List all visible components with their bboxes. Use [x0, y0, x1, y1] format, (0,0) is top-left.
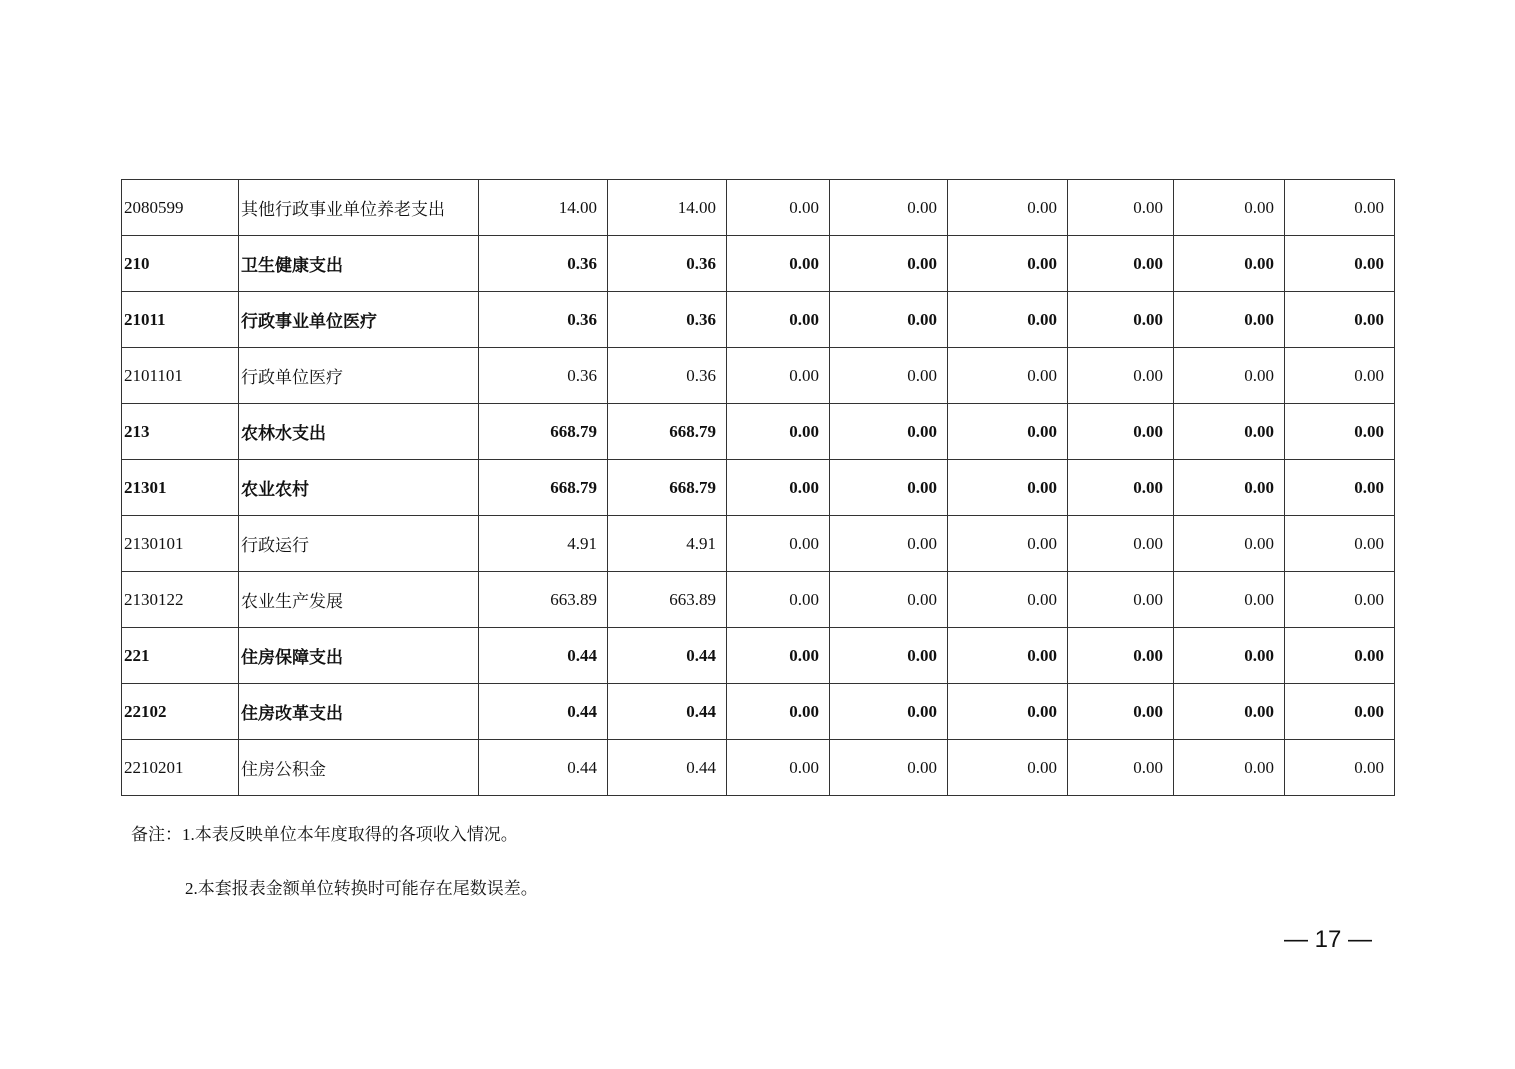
cell-col6: 0.00 [830, 292, 948, 348]
cell-col10: 0.00 [1285, 628, 1395, 684]
cell-code: 213 [122, 404, 239, 460]
cell-col7: 0.00 [948, 516, 1068, 572]
cell-col9: 0.00 [1174, 292, 1285, 348]
cell-col6: 0.00 [830, 516, 948, 572]
cell-col9: 0.00 [1174, 516, 1285, 572]
cell-fiscal: 4.91 [608, 516, 727, 572]
cell-col5: 0.00 [727, 180, 830, 236]
cell-col6: 0.00 [830, 404, 948, 460]
cell-col5: 0.00 [727, 516, 830, 572]
cell-fiscal: 668.79 [608, 404, 727, 460]
cell-col8: 0.00 [1068, 404, 1174, 460]
cell-col9: 0.00 [1174, 572, 1285, 628]
cell-code: 21301 [122, 460, 239, 516]
cell-name: 住房公积金 [239, 740, 479, 796]
cell-total: 0.44 [479, 684, 608, 740]
table-row [122, 460, 1395, 516]
cell-col6: 0.00 [830, 180, 948, 236]
cell-col10: 0.00 [1285, 236, 1395, 292]
cell-col9: 0.00 [1174, 404, 1285, 460]
table-body [122, 180, 1395, 796]
table-row [122, 740, 1395, 796]
table-row [122, 180, 1395, 236]
budget-table [121, 179, 1395, 796]
cell-col7: 0.00 [948, 348, 1068, 404]
cell-name: 农林水支出 [239, 404, 479, 460]
cell-fiscal: 0.44 [608, 684, 727, 740]
table-row [122, 516, 1395, 572]
cell-col8: 0.00 [1068, 740, 1174, 796]
table-row [122, 236, 1395, 292]
cell-col9: 0.00 [1174, 628, 1285, 684]
cell-col9: 0.00 [1174, 180, 1285, 236]
cell-col5: 0.00 [727, 572, 830, 628]
cell-col8: 0.00 [1068, 516, 1174, 572]
cell-col5: 0.00 [727, 236, 830, 292]
cell-name: 行政事业单位医疗 [239, 292, 479, 348]
cell-total: 0.44 [479, 740, 608, 796]
cell-name: 农业农村 [239, 460, 479, 516]
table-row [122, 684, 1395, 740]
cell-col6: 0.00 [830, 348, 948, 404]
cell-col7: 0.00 [948, 628, 1068, 684]
cell-col10: 0.00 [1285, 684, 1395, 740]
cell-code: 221 [122, 628, 239, 684]
cell-total: 14.00 [479, 180, 608, 236]
cell-col8: 0.00 [1068, 236, 1174, 292]
cell-col6: 0.00 [830, 740, 948, 796]
cell-col10: 0.00 [1285, 572, 1395, 628]
cell-col5: 0.00 [727, 404, 830, 460]
cell-col7: 0.00 [948, 236, 1068, 292]
table-row [122, 628, 1395, 684]
cell-code: 2080599 [122, 180, 239, 236]
table-row [122, 404, 1395, 460]
cell-col7: 0.00 [948, 740, 1068, 796]
cell-name: 住房保障支出 [239, 628, 479, 684]
cell-total: 0.44 [479, 628, 608, 684]
cell-total: 4.91 [479, 516, 608, 572]
cell-col10: 0.00 [1285, 348, 1395, 404]
cell-col8: 0.00 [1068, 628, 1174, 684]
cell-total: 0.36 [479, 292, 608, 348]
cell-fiscal: 0.44 [608, 740, 727, 796]
cell-total: 0.36 [479, 348, 608, 404]
cell-col8: 0.00 [1068, 460, 1174, 516]
table-row [122, 348, 1395, 404]
cell-col10: 0.00 [1285, 460, 1395, 516]
cell-code: 2210201 [122, 740, 239, 796]
cell-col8: 0.00 [1068, 572, 1174, 628]
cell-code: 21011 [122, 292, 239, 348]
cell-total: 0.36 [479, 236, 608, 292]
cell-fiscal: 0.44 [608, 628, 727, 684]
cell-col6: 0.00 [830, 572, 948, 628]
cell-name: 农业生产发展 [239, 572, 479, 628]
cell-code: 2130122 [122, 572, 239, 628]
cell-code: 210 [122, 236, 239, 292]
cell-col5: 0.00 [727, 684, 830, 740]
cell-fiscal: 0.36 [608, 236, 727, 292]
cell-col5: 0.00 [727, 292, 830, 348]
cell-total: 668.79 [479, 460, 608, 516]
cell-total: 668.79 [479, 404, 608, 460]
cell-col6: 0.00 [830, 684, 948, 740]
cell-col7: 0.00 [948, 404, 1068, 460]
table-row [122, 292, 1395, 348]
cell-col10: 0.00 [1285, 740, 1395, 796]
cell-col7: 0.00 [948, 684, 1068, 740]
cell-fiscal: 663.89 [608, 572, 727, 628]
cell-fiscal: 668.79 [608, 460, 727, 516]
cell-name: 住房改革支出 [239, 684, 479, 740]
cell-code: 2101101 [122, 348, 239, 404]
cell-col5: 0.00 [727, 348, 830, 404]
cell-name: 卫生健康支出 [239, 236, 479, 292]
cell-total: 663.89 [479, 572, 608, 628]
cell-col6: 0.00 [830, 236, 948, 292]
cell-fiscal: 0.36 [608, 348, 727, 404]
cell-col10: 0.00 [1285, 404, 1395, 460]
cell-col8: 0.00 [1068, 684, 1174, 740]
cell-col5: 0.00 [727, 460, 830, 516]
cell-col10: 0.00 [1285, 292, 1395, 348]
cell-col10: 0.00 [1285, 180, 1395, 236]
cell-col5: 0.00 [727, 740, 830, 796]
cell-col9: 0.00 [1174, 460, 1285, 516]
cell-col10: 0.00 [1285, 516, 1395, 572]
cell-name: 行政单位医疗 [239, 348, 479, 404]
cell-col7: 0.00 [948, 292, 1068, 348]
cell-col7: 0.00 [948, 180, 1068, 236]
cell-name: 行政运行 [239, 516, 479, 572]
cell-col8: 0.00 [1068, 292, 1174, 348]
cell-code: 2130101 [122, 516, 239, 572]
cell-col9: 0.00 [1174, 348, 1285, 404]
cell-col5: 0.00 [727, 628, 830, 684]
cell-col9: 0.00 [1174, 740, 1285, 796]
cell-col7: 0.00 [948, 572, 1068, 628]
cell-col6: 0.00 [830, 628, 948, 684]
page-number: — 17 — [1284, 926, 1373, 953]
cell-col8: 0.00 [1068, 180, 1174, 236]
cell-col9: 0.00 [1174, 236, 1285, 292]
note-line-1: 备注：1.本表反映单位本年度取得的各项收入情况。 [131, 825, 518, 844]
cell-fiscal: 0.36 [608, 292, 727, 348]
cell-name: 其他行政事业单位养老支出 [239, 180, 479, 236]
cell-col6: 0.00 [830, 460, 948, 516]
cell-fiscal: 14.00 [608, 180, 727, 236]
cell-col9: 0.00 [1174, 684, 1285, 740]
cell-col8: 0.00 [1068, 348, 1174, 404]
cell-col7: 0.00 [948, 460, 1068, 516]
note-line-2: 2.本套报表金额单位转换时可能存在尾数误差。 [185, 879, 538, 898]
cell-code: 22102 [122, 684, 239, 740]
table-row [122, 572, 1395, 628]
